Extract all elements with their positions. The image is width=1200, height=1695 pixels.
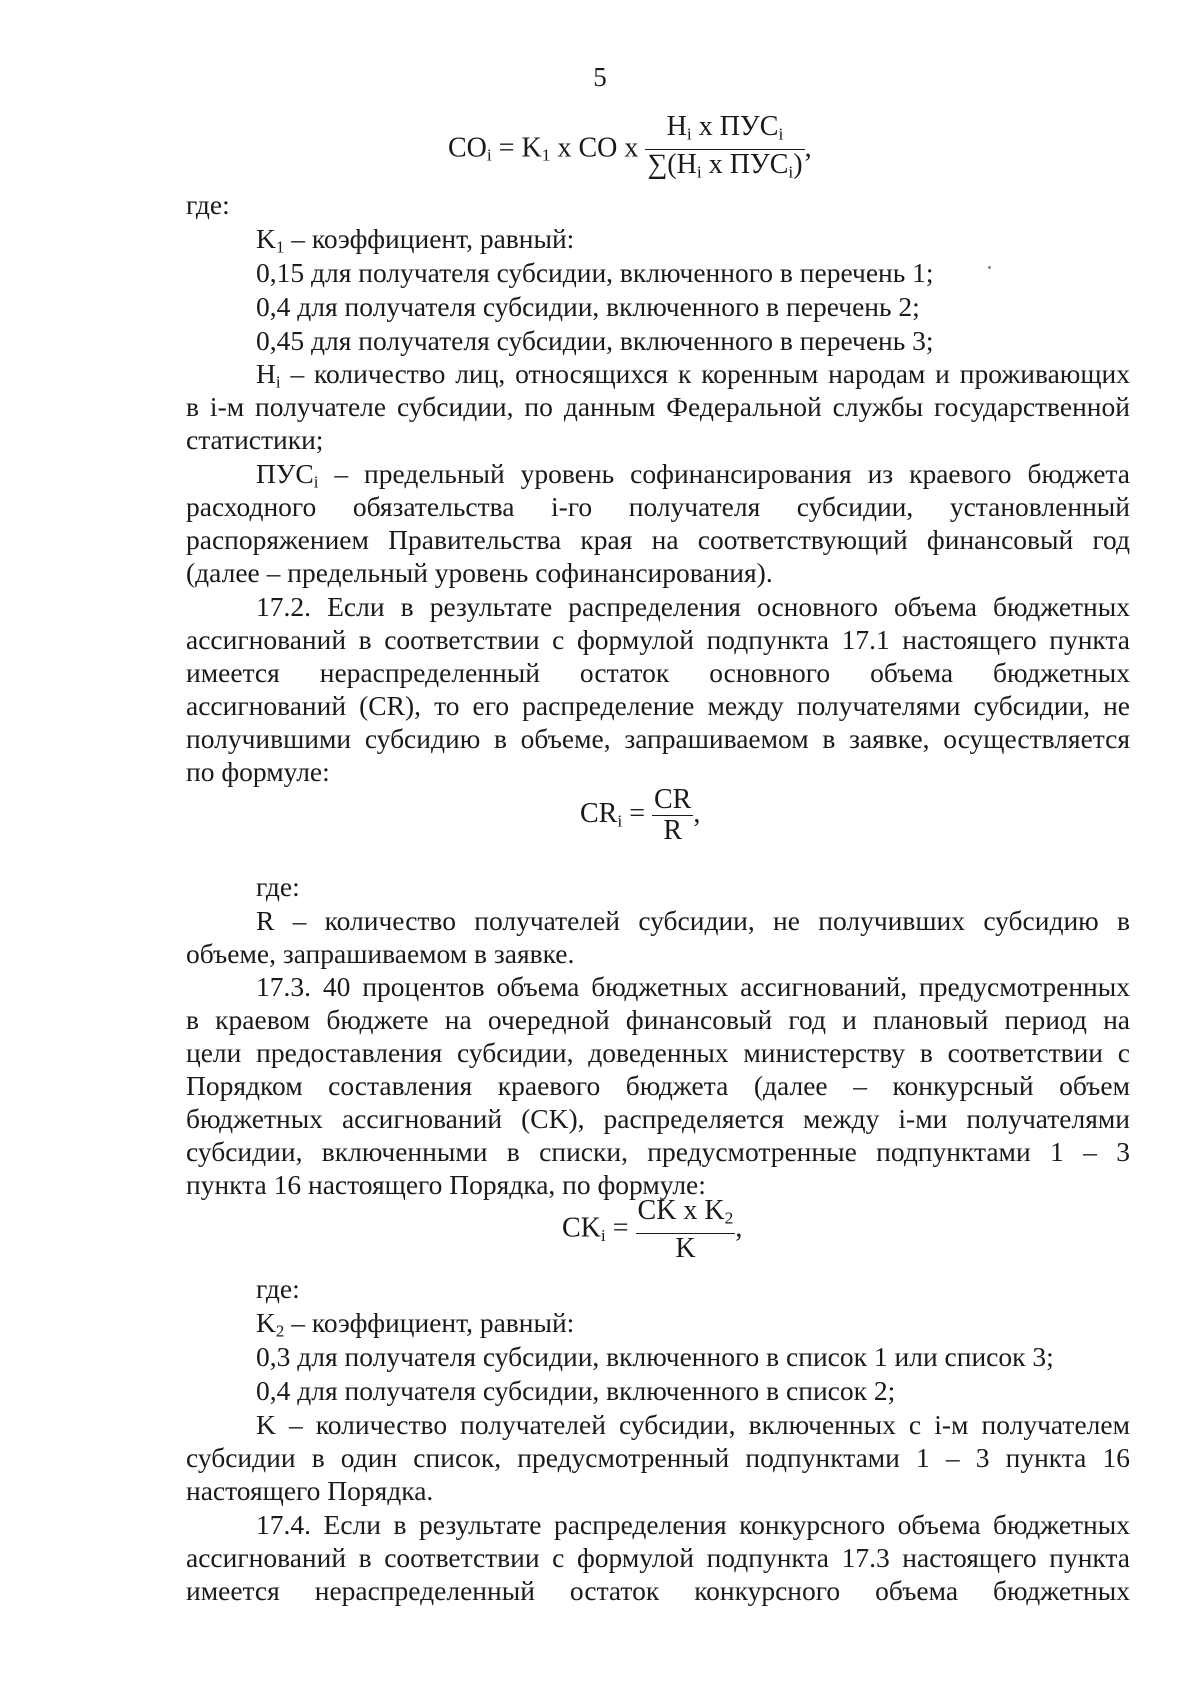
p172-line-2: ассигнований в соответствии с формулой подпункта 17.1 настоящего пункта: [186, 624, 1130, 655]
pus-definition-line-1: $ПУС_i$ – предельный уровень софинансирования из краевого бюджета: [256, 458, 1130, 492]
formula-co: [448, 112, 812, 188]
formula-cr-fraction: [652, 785, 693, 846]
formula-co-fraction: [645, 112, 804, 188]
p173-line-5: бюджетных ассигнований (CK), распределяется между i-ми получателями: [186, 1103, 1130, 1134]
p172-line-3: имеется нераспределенный остаток основного объема бюджетных: [186, 657, 1130, 688]
formula-co-mid: x CO x: [550, 132, 646, 164]
k-definition-line-2: субсидии в один список, предусмотренный подпунктами 1 – 3 пункта 16: [186, 1442, 1130, 1473]
p173-line-1: 17.3. 40 процентов объема бюджетных ассигнований, предусмотренных: [256, 971, 1130, 1002]
formula-co-comma: ,: [804, 132, 812, 164]
formula-co-lhs: CO: [448, 132, 487, 164]
p174-line-2: ассигнований в соответствии с формулой подпункта 17.3 настоящего пункта: [186, 1542, 1130, 1573]
k1-definition: $K_1$ – коэффициент, равный:: [256, 223, 575, 257]
p174-line-3: имеется нераспределенный остаток конкурсного объема бюджетных: [186, 1575, 1130, 1606]
p173-line-6: субсидии, включенными в списки, предусмотренные подпунктами 1 – 3: [186, 1136, 1130, 1167]
where-label-2: где:: [256, 871, 300, 902]
p172-line-5: получившими субсидию в объеме, запрашиваемом в заявке, осуществляется: [186, 723, 1130, 754]
p172-line-6: по формуле:: [186, 756, 330, 787]
pus-definition-line-2: расходного обязательства i-го получателя субсидии, установленный: [186, 491, 1130, 522]
formula-cr: [580, 785, 700, 846]
page-number: 5: [593, 62, 607, 92]
r-definition-line-1: R – количество получателей субсидии, не получивших субсидию в: [256, 905, 1130, 936]
p172-line-4: ассигнований (CR), то его распределение между получателями субсидии, не: [186, 690, 1130, 721]
where-label-3: где:: [256, 1273, 300, 1304]
k2-definition: $K_2$ – коэффициент, равный:: [256, 1307, 575, 1341]
k-definition-line-1: K – количество получателей субсидии, включенных с i-м получателем: [256, 1409, 1130, 1440]
formula-cr-numerator: CR: [653, 784, 692, 815]
formula-cr-comma: ,: [693, 797, 701, 829]
p172-line-1: 17.2. Если в результате распределения основного объема бюджетных: [256, 591, 1130, 622]
formula-cr-lhs-sub: i: [617, 811, 623, 831]
formula-ck-lhs-sub: i: [600, 1225, 606, 1245]
formula-co-denominator: $\sum(H_i$ x $ПУС_i$): [645, 149, 804, 187]
where-label-1: где:: [186, 189, 230, 220]
pus-definition-line-4: (далее – предельный уровень софинансирования).: [186, 557, 773, 588]
r-definition-line-2: объеме, запрашиваемом в заявке.: [186, 938, 575, 969]
k-definition-line-3: настоящего Порядка.: [186, 1475, 434, 1506]
p173-line-2: в краевом бюджете на очередной финансовый год и плановый период на: [186, 1004, 1130, 1035]
scan-speck: [988, 266, 991, 269]
formula-co-eq: = K: [491, 132, 542, 164]
formula-ck-numerator: CK x $K_2$: [637, 1195, 734, 1228]
p173-line-4: Порядком составления краевого бюджета (далее – конкурсный объем: [186, 1070, 1130, 1101]
p173-line-3: цели предоставления субсидии, доведенных министерству в соответствии с: [186, 1037, 1130, 1068]
pus-definition-line-3: распоряжением Правительства края на соответствующий финансовый год: [186, 524, 1130, 555]
k1-value-1: 0,15 для получателя субсидии, включенного в перечень 1;: [256, 257, 934, 288]
k1-value-3: 0,45 для получателя субсидии, включенного в перечень 3;: [256, 325, 934, 356]
hi-definition-line-1: $H_i$ – количество лиц, относящихся к коренным народам и проживающих: [256, 358, 1130, 392]
formula-ck-eq: =: [605, 1212, 636, 1244]
formula-co-lhs-sub: i: [486, 145, 492, 165]
formula-ck-lhs: CK: [562, 1212, 601, 1244]
formula-ck-fraction: [636, 1196, 736, 1264]
p173-line-7: пункта 16 настоящего Порядка, по формуле:: [186, 1169, 706, 1200]
hi-definition-line-2: в i-м получателе субсидии, по данным Федеральной службы государственной: [186, 391, 1130, 422]
k1-value-2: 0,4 для получателя субсидии, включенного в перечень 2;: [256, 291, 920, 322]
formula-ck-denominator: K: [636, 1233, 736, 1264]
formula-cr-eq: =: [622, 797, 652, 829]
formula-co-k-sub: 1: [541, 145, 551, 165]
p174-line-1: 17.4. Если в результате распределения конкурсного объема бюджетных: [256, 1509, 1130, 1540]
hi-definition-line-3: статистики;: [186, 424, 324, 455]
formula-ck-comma: ,: [735, 1212, 743, 1244]
formula-cr-denominator: R: [652, 815, 693, 846]
k2-value-2: 0,4 для получателя субсидии, включенного в список 2;: [256, 1375, 896, 1406]
formula-co-numerator: $H_i$ x $ПУС_i$: [666, 111, 784, 144]
k2-value-1: 0,3 для получателя субсидии, включенного в список 1 или список 3;: [256, 1341, 1054, 1372]
formula-ck: [562, 1196, 742, 1264]
formula-cr-lhs: CR: [580, 797, 618, 829]
